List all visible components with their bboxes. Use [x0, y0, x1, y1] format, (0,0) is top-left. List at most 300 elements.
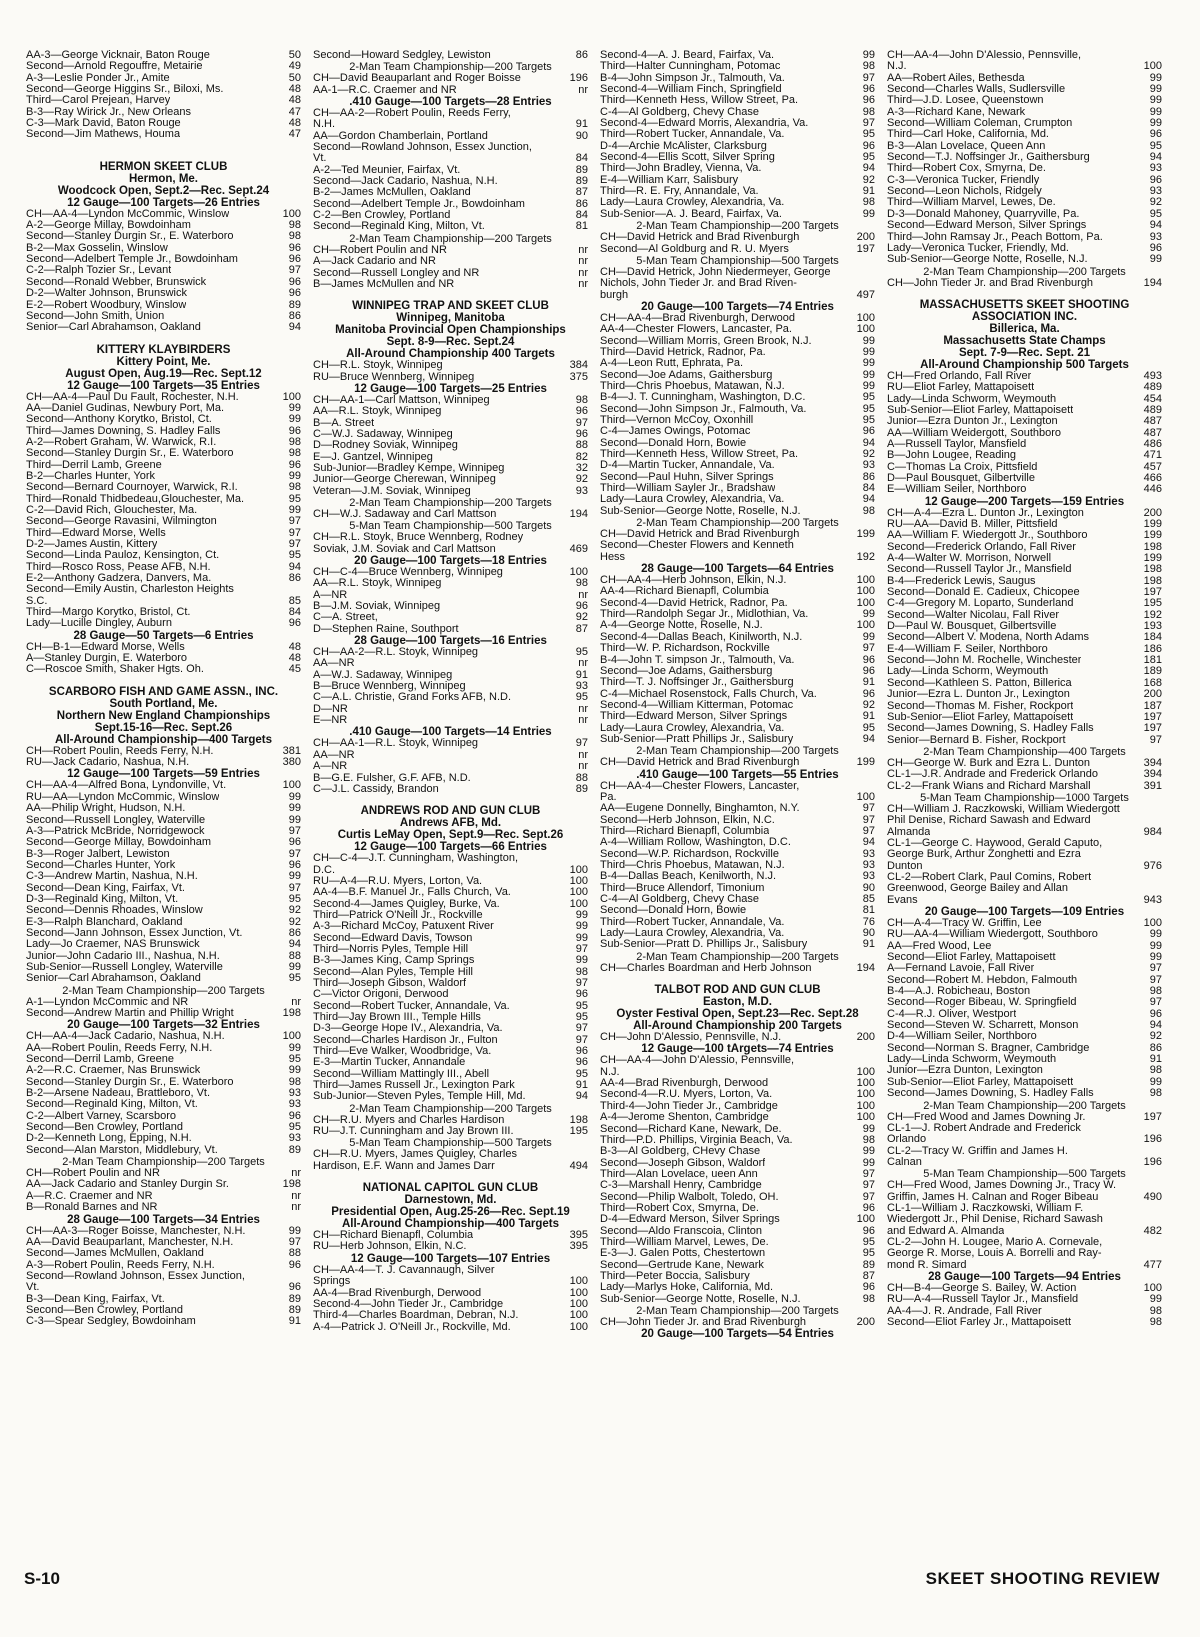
score: 92 — [1149, 1030, 1162, 1043]
shooter-entry: Second—Ben Crowley, Portland — [26, 1122, 183, 1134]
result-line — [887, 175, 1162, 186]
result-line — [600, 175, 875, 186]
result-line — [313, 1276, 588, 1287]
score: 97 — [288, 526, 301, 539]
result-line — [600, 404, 875, 415]
score: 99 — [575, 920, 588, 933]
result-line — [26, 792, 301, 803]
shooter-entry: AA—William Weidergott, Southboro — [887, 427, 1062, 439]
shooter-entry: Second—Stanley Durgin Sr., E. Waterboro — [26, 1076, 234, 1088]
result-line — [887, 1134, 1162, 1145]
score: 96 — [575, 1045, 588, 1058]
score: 168 — [1143, 676, 1162, 689]
shooter-entry: Lady—Laura Crowley, Alexandria, Va. — [600, 197, 785, 209]
result-line — [887, 118, 1162, 129]
result-line — [887, 553, 1162, 564]
shooter-entry: A-4—Walter W. Morrison, Norwell — [887, 553, 1052, 565]
result-line — [313, 199, 588, 210]
shooter-entry: AA—Gordon Chamberlain, Portland — [313, 130, 488, 142]
score: 93 — [1149, 185, 1162, 198]
score: 184 — [1143, 631, 1162, 644]
shooter-entry: Second-4—Dallas Beach, Kinilworth, N.J. — [600, 631, 803, 643]
score: nr — [578, 277, 588, 290]
result-line — [313, 1091, 588, 1102]
score: 100 — [1143, 1281, 1162, 1294]
result-line — [600, 415, 875, 426]
score: 99 — [862, 1122, 875, 1135]
score: 94 — [288, 560, 301, 573]
result-line — [313, 1080, 588, 1091]
score: 93 — [288, 1098, 301, 1111]
team-event-heading: 2-Man Team Championship—200 Targets — [636, 517, 839, 530]
result-line — [313, 784, 588, 795]
score: 199 — [1143, 518, 1162, 530]
score: 87 — [575, 186, 588, 199]
score: 194 — [856, 961, 875, 974]
shooter-entry: Lady—Laura Crowley, Alexandria, Va. — [600, 928, 785, 940]
result-line — [26, 1088, 301, 1099]
score: 489 — [1143, 381, 1162, 394]
score: 100 — [856, 1111, 875, 1124]
section-spacer — [26, 676, 301, 686]
result-line — [887, 61, 1162, 72]
shooter-entry: Second—Ben Crowley, Portland — [26, 1304, 183, 1316]
score: 97 — [1149, 996, 1162, 1009]
score: 100 — [569, 897, 588, 910]
score: 98 — [862, 1292, 875, 1305]
shooter-entry: Second—Thomas M. Fisher, Rockport — [887, 700, 1074, 712]
score: nr — [291, 1167, 301, 1180]
result-line — [26, 1065, 301, 1076]
result-line — [26, 1202, 301, 1213]
score: 96 — [1149, 173, 1162, 186]
shooter-entry: CH—B-4—George S. Bailey, W. Action — [887, 1282, 1077, 1294]
score: 381 — [282, 744, 301, 757]
shooter-entry: Second—John Smith, Union — [26, 310, 165, 322]
result-line — [887, 209, 1162, 220]
result-line — [600, 290, 875, 301]
shooter-entry: burgh — [600, 289, 629, 301]
score — [1158, 804, 1162, 815]
shooter-entry: E-4—William F. Seiler, Northboro — [887, 643, 1048, 655]
result-line — [600, 1078, 875, 1089]
score: nr — [578, 702, 588, 715]
shooter-entry: B-4—A.J. Robicheau, Boston — [887, 986, 1031, 998]
score: 96 — [575, 405, 588, 418]
result-line — [887, 84, 1162, 95]
shooter-entry: A-3—Richard McCoy, Patuxent River — [313, 921, 494, 933]
result-line — [26, 618, 301, 629]
score: 91 — [575, 668, 588, 681]
result-line — [26, 482, 301, 493]
shooter-entry: Second—Russell Taylor Jr., Mansfield — [887, 564, 1072, 576]
result-line — [313, 440, 588, 451]
shooter-entry: B-4—Dallas Beach, Kenilworth, N.J. — [600, 871, 777, 883]
shooter-entry: Second—Paul Huhn, Silver Springs — [600, 471, 774, 483]
score: 100 — [282, 207, 301, 220]
shooter-entry: Second—Robert M. Hebdon, Falmouth — [887, 974, 1078, 986]
result-line — [887, 462, 1162, 473]
shooter-entry: D—Paul Bousquet, Gilbertville — [887, 472, 1035, 484]
section-heading: 28 Gauge—100 Targets—34 Entries — [67, 1213, 260, 1226]
shooter-entry: Second—George Millay, Bowdoinham — [26, 837, 212, 849]
score: 95 — [575, 646, 588, 659]
result-line — [313, 750, 588, 761]
result-line — [887, 952, 1162, 963]
shooter-entry: Second—Donald Horn, Bowie — [600, 437, 747, 449]
score: 86 — [575, 197, 588, 210]
shooter-entry: D—Paul W. Bousquet, Gilbertsville — [887, 621, 1057, 633]
score: 95 — [288, 1053, 301, 1066]
shooter-entry: Second—Aldo Franscoia, Clinton — [600, 1225, 763, 1237]
score: 200 — [1143, 506, 1162, 519]
score: 96 — [862, 94, 875, 107]
shooter-entry: A-3—Robert Poulin, Reeds Ferry, N.H. — [26, 1259, 215, 1271]
result-line — [313, 601, 588, 612]
result-line — [600, 792, 875, 803]
shooter-entry: Third—Randolph Segar Jr., Midlothian, Va. — [600, 609, 809, 621]
score: 93 — [288, 1132, 301, 1145]
result-line — [600, 381, 875, 392]
result-line — [600, 107, 875, 118]
result-line — [600, 460, 875, 471]
score: 197 — [1143, 722, 1162, 735]
score: 100 — [856, 1099, 875, 1112]
score: 95 — [288, 492, 301, 505]
result-line — [313, 1149, 588, 1160]
score: 94 — [862, 436, 875, 449]
score: 100 — [569, 863, 588, 876]
score: 98 — [1149, 1087, 1162, 1100]
result-line — [313, 1069, 588, 1080]
score — [584, 853, 588, 864]
result-line — [26, 803, 301, 814]
section-heading: 12 Gauge—100 Targets—66 Entries — [354, 841, 547, 854]
score: 92 — [862, 698, 875, 711]
result-line — [26, 50, 301, 61]
score: 197 — [856, 242, 875, 255]
result-line — [313, 1035, 588, 1046]
score: 98 — [575, 577, 588, 590]
shooter-entry: Second—Adelbert Temple Jr., Bowdoinham — [26, 254, 238, 266]
shooter-entry: Pa. — [600, 791, 617, 803]
result-line — [313, 1230, 588, 1241]
shooter-entry: Sub-Senior—Eliot Farley, Mattapoisett — [887, 1076, 1074, 1088]
result-line — [887, 371, 1162, 382]
result-line — [600, 1158, 875, 1169]
result-line — [26, 997, 301, 1008]
score: 89 — [575, 175, 588, 188]
shooter-entry: CH—AA-4—Lyndon McCommic, Winslow — [26, 208, 230, 220]
shooter-entry: AA—Robert Ailes, Bethesda — [887, 72, 1025, 84]
score: 97 — [862, 1179, 875, 1192]
score: 943 — [1143, 893, 1162, 906]
result-line — [887, 849, 1162, 860]
score: 100 — [569, 1275, 588, 1288]
team-event-heading: 2-Man Team Championship—200 Targets — [923, 265, 1126, 278]
section-heading: Sept. 8-9—Rec. Sept.24 — [386, 336, 515, 349]
shooter-entry: C-4—James Owings, Potomac — [600, 426, 751, 438]
score: 100 — [569, 874, 588, 887]
result-line — [600, 655, 875, 666]
score: 198 — [569, 1113, 588, 1126]
shooter-entry: CH—David Beauparlant and Roger Boisse — [313, 73, 521, 85]
shooter-entry: CH—AA-2—R.L. Stoyk, Winnipeg — [313, 647, 479, 659]
score: 193 — [1143, 620, 1162, 633]
score: 100 — [856, 311, 875, 324]
result-line — [600, 552, 875, 563]
section-heading: Darnestown, Md. — [404, 1194, 497, 1207]
score: 97 — [288, 824, 301, 837]
result-line — [313, 165, 588, 176]
shooter-entry: AA—Jack Cadario and Stanley Durgin Sr. — [26, 1179, 229, 1191]
result-line — [313, 681, 588, 692]
result-line — [600, 598, 875, 609]
shooter-entry: E—NR — [313, 715, 348, 727]
score: nr — [578, 760, 588, 773]
score: 86 — [288, 309, 301, 322]
shooter-entry: CH—Fred Wood, James Downing Jr., Tracy W. — [887, 1180, 1117, 1192]
score: 200 — [856, 231, 875, 244]
score: 84 — [575, 209, 588, 222]
result-line — [26, 1099, 301, 1110]
score: 200 — [856, 1031, 875, 1044]
score: 96 — [1149, 1007, 1162, 1020]
result-line — [313, 715, 588, 726]
score: 84 — [575, 152, 588, 165]
result-line — [313, 887, 588, 898]
result-line — [26, 61, 301, 72]
result-line — [887, 827, 1162, 838]
result-line — [887, 872, 1162, 883]
score: 99 — [288, 813, 301, 826]
shooter-entry: C—W.J. Sadaway, Winnipeg — [313, 428, 453, 440]
shooter-entry: Second—Reginald King, Milton, Vt. — [26, 1099, 198, 1111]
result-line — [313, 658, 588, 669]
score: 97 — [1149, 733, 1162, 746]
score: 94 — [1149, 151, 1162, 164]
section-heading: ASSOCIATION INC. — [971, 310, 1078, 323]
result-line — [887, 484, 1162, 495]
shooter-entry: Third—Kenneth Hess, Willow Street, Pa. — [600, 95, 799, 107]
shooter-entry: Second—Derril Lamb, Greene — [26, 1054, 174, 1066]
score: 91 — [862, 185, 875, 198]
team-event-heading: 2-Man Team Championship—200 Targets — [349, 61, 552, 74]
shooter-entry: Second—Frederick Orlando, Fall River — [887, 541, 1076, 553]
result-line — [887, 723, 1162, 734]
result-line — [313, 142, 588, 153]
result-line — [313, 647, 588, 658]
score: 186 — [1143, 642, 1162, 655]
shooter-entry: CH—A-4—Tracy W. Griffin, Lee — [887, 918, 1042, 929]
result-line — [26, 826, 301, 837]
score: 81 — [862, 904, 875, 917]
shooter-entry: Third—W. P. Richardson, Rockville — [600, 643, 770, 655]
shooter-entry: Third—Robert Cox, Smyrna, De. — [600, 1202, 759, 1214]
result-line — [887, 428, 1162, 439]
score: nr — [578, 243, 588, 256]
result-line — [887, 838, 1162, 849]
shooter-entry: CL-2—Frank Wians and Richard Marshall — [887, 780, 1091, 792]
score: 100 — [569, 1286, 588, 1299]
shooter-entry: A—R.C. Craemer and NR — [26, 1190, 153, 1202]
shooter-entry: AA-4—J. R. Andrade, Fall River — [887, 1305, 1042, 1317]
score: 92 — [862, 173, 875, 186]
score: 81 — [575, 220, 588, 233]
result-line — [26, 448, 301, 459]
score: 200 — [1143, 688, 1162, 701]
shooter-entry: CH—David Hetrick, John Niedermeyer, George — [600, 266, 831, 278]
result-line — [887, 655, 1162, 666]
score: 194 — [1143, 276, 1162, 289]
result-line — [600, 734, 875, 745]
shooter-entry: A-2—Robert Graham, W. Warwick, R.I. — [26, 436, 217, 448]
shooter-entry: Second—Dennis Rhoades, Winslow — [26, 905, 203, 917]
score: 94 — [862, 732, 875, 745]
shooter-entry: Second—Edward Davis, Towson — [313, 932, 473, 944]
shooter-entry: CH—AA-2—Robert Poulin, Reeds Ferry, — [313, 108, 511, 120]
shooter-entry: Junior—Ezra Dunton, Lexington — [887, 1065, 1043, 1077]
result-line — [887, 542, 1162, 553]
result-line — [887, 1226, 1162, 1237]
result-line — [887, 918, 1162, 929]
shooter-entry: AA-4—Brad Rivenburgh, Derwood — [600, 1078, 769, 1090]
result-line — [600, 84, 875, 95]
shooter-entry: Third—J.D. Losee, Queenstown — [887, 95, 1044, 107]
score: 99 — [1149, 939, 1162, 952]
score: 45 — [288, 663, 301, 676]
shooter-entry: C—A.L. Christie, Grand Forks AFB, N.D. — [313, 692, 512, 704]
score: 97 — [1149, 962, 1162, 975]
score: 471 — [1143, 449, 1162, 462]
shooter-entry: C-2—Albert Varney, Scarsboro — [26, 1110, 176, 1122]
shooter-entry: Third—P.D. Phillips, Virginia Beach, Va. — [600, 1134, 793, 1146]
result-line — [887, 1260, 1162, 1271]
score: 97 — [288, 264, 301, 277]
result-line — [26, 883, 301, 894]
result-line — [887, 632, 1162, 643]
score: 380 — [282, 756, 301, 769]
result-line — [600, 209, 875, 220]
shooter-entry: A—Jack Cadario and NR — [313, 256, 436, 268]
score: 92 — [1149, 196, 1162, 209]
result-line — [313, 245, 588, 256]
score: 487 — [1143, 415, 1162, 428]
score: 93 — [862, 870, 875, 883]
result-line — [26, 505, 301, 516]
result-line — [313, 372, 588, 383]
shooter-entry: A-3—Leslie Ponder Jr., Amite — [26, 72, 170, 84]
score: 446 — [1143, 483, 1162, 496]
score: 96 — [862, 83, 875, 96]
result-line — [313, 452, 588, 463]
shooter-entry: Junior—Ezra L. Dunton Jr., Lexington — [887, 689, 1070, 701]
result-line — [313, 1115, 588, 1126]
section-heading: Woodcock Open, Sept.2—Rec. Sept.24 — [57, 184, 270, 197]
result-line — [26, 1282, 301, 1293]
score: 95 — [1149, 207, 1162, 220]
result-line — [313, 1310, 588, 1321]
score: 91 — [288, 1315, 301, 1328]
shooter-entry: Second—Jann Johnson, Essex Junction, Vt. — [26, 927, 243, 939]
score: 98 — [288, 1075, 301, 1088]
score: 98 — [288, 230, 301, 243]
shooter-entry: Sub-Senior—Eliot Farley, Mattapoisett — [887, 404, 1074, 416]
result-line — [600, 1089, 875, 1100]
result-line — [887, 769, 1162, 780]
shooter-entry: CH—George W. Burk and Ezra L. Dunton — [887, 757, 1090, 769]
result-line — [600, 632, 875, 643]
score: 93 — [1149, 162, 1162, 175]
score: 97 — [862, 1190, 875, 1203]
score: 98 — [862, 196, 875, 209]
score: 93 — [288, 1087, 301, 1100]
shooter-entry: Third—David Hetrick, Radnor, Pa. — [600, 346, 766, 358]
result-line — [887, 1088, 1162, 1099]
shooter-entry: Second—Adelbert Temple Jr., Bowdoinham — [313, 198, 525, 210]
score: 197 — [1143, 1110, 1162, 1123]
result-line — [600, 666, 875, 677]
team-event-heading: 2-Man Team Championship—200 Targets — [923, 1099, 1126, 1112]
result-line — [313, 544, 588, 555]
section-heading: TALBOT ROD AND GUN CLUB — [654, 984, 821, 997]
shooter-entry: Third—John Bradley, Vienna, Va. — [600, 163, 762, 175]
score: 493 — [1143, 369, 1162, 382]
shooter-entry: CH—AA-3—Roger Boisse, Manchester, N.H. — [26, 1225, 246, 1237]
score: 192 — [856, 550, 875, 563]
shooter-entry: Lady—Linda Schorm, Weymouth — [887, 666, 1049, 678]
shooter-entry: A-4—William Rollow, Washington, D.C. — [600, 837, 791, 849]
score — [1158, 838, 1162, 849]
score: 91 — [575, 1079, 588, 1092]
shooter-entry: Third—Rosco Ross, Pease AFB, N.H. — [26, 561, 211, 573]
score: 99 — [862, 1145, 875, 1158]
score: 100 — [569, 886, 588, 899]
shooter-entry: AA-4—B.F. Manuel Jr., Falls Church, Va. — [313, 887, 511, 899]
shooter-entry: CL-1—George C. Haywood, Gerald Caputo, — [887, 837, 1103, 849]
score: 100 — [856, 323, 875, 336]
score: 96 — [288, 617, 301, 630]
score: 90 — [575, 129, 588, 142]
result-line — [26, 73, 301, 84]
score: 94 — [862, 836, 875, 849]
score: 93 — [862, 859, 875, 871]
score: 88 — [575, 439, 588, 452]
result-line — [26, 837, 301, 848]
shooter-entry: Second—George Ravasini, Wilmington — [26, 516, 217, 528]
score: 195 — [569, 1125, 588, 1138]
result-line — [887, 678, 1162, 689]
score: 91 — [862, 938, 875, 951]
result-line — [887, 564, 1162, 575]
result-line — [313, 944, 588, 955]
shooter-entry: CH—AA-4—John D'Alessio, Pennsville, — [600, 1055, 795, 1067]
shooter-entry: D-4—Edward Merson, Silver Springs — [600, 1214, 780, 1226]
shooter-entry: B-3—Al Goldberg, CHevy Chase — [600, 1146, 761, 1158]
score: 96 — [862, 139, 875, 152]
score: 96 — [862, 1281, 875, 1294]
shooter-entry: Second—Robert Tucker, Annandale, Va. — [313, 1000, 510, 1012]
shooter-entry: B-2—James McMullen, Oakland — [313, 187, 471, 199]
result-line — [313, 612, 588, 623]
score: 88 — [288, 1247, 301, 1260]
result-line — [313, 978, 588, 989]
result-line — [313, 395, 588, 406]
shooter-entry: C—Thomas La Croix, Pittsfield — [887, 461, 1038, 473]
shooter-entry: Second—Norman S. Bragner, Cambridge — [887, 1042, 1090, 1054]
result-line — [26, 471, 301, 482]
section-heading: MASSACHUSETTS SKEET SHOOTING — [919, 298, 1130, 311]
